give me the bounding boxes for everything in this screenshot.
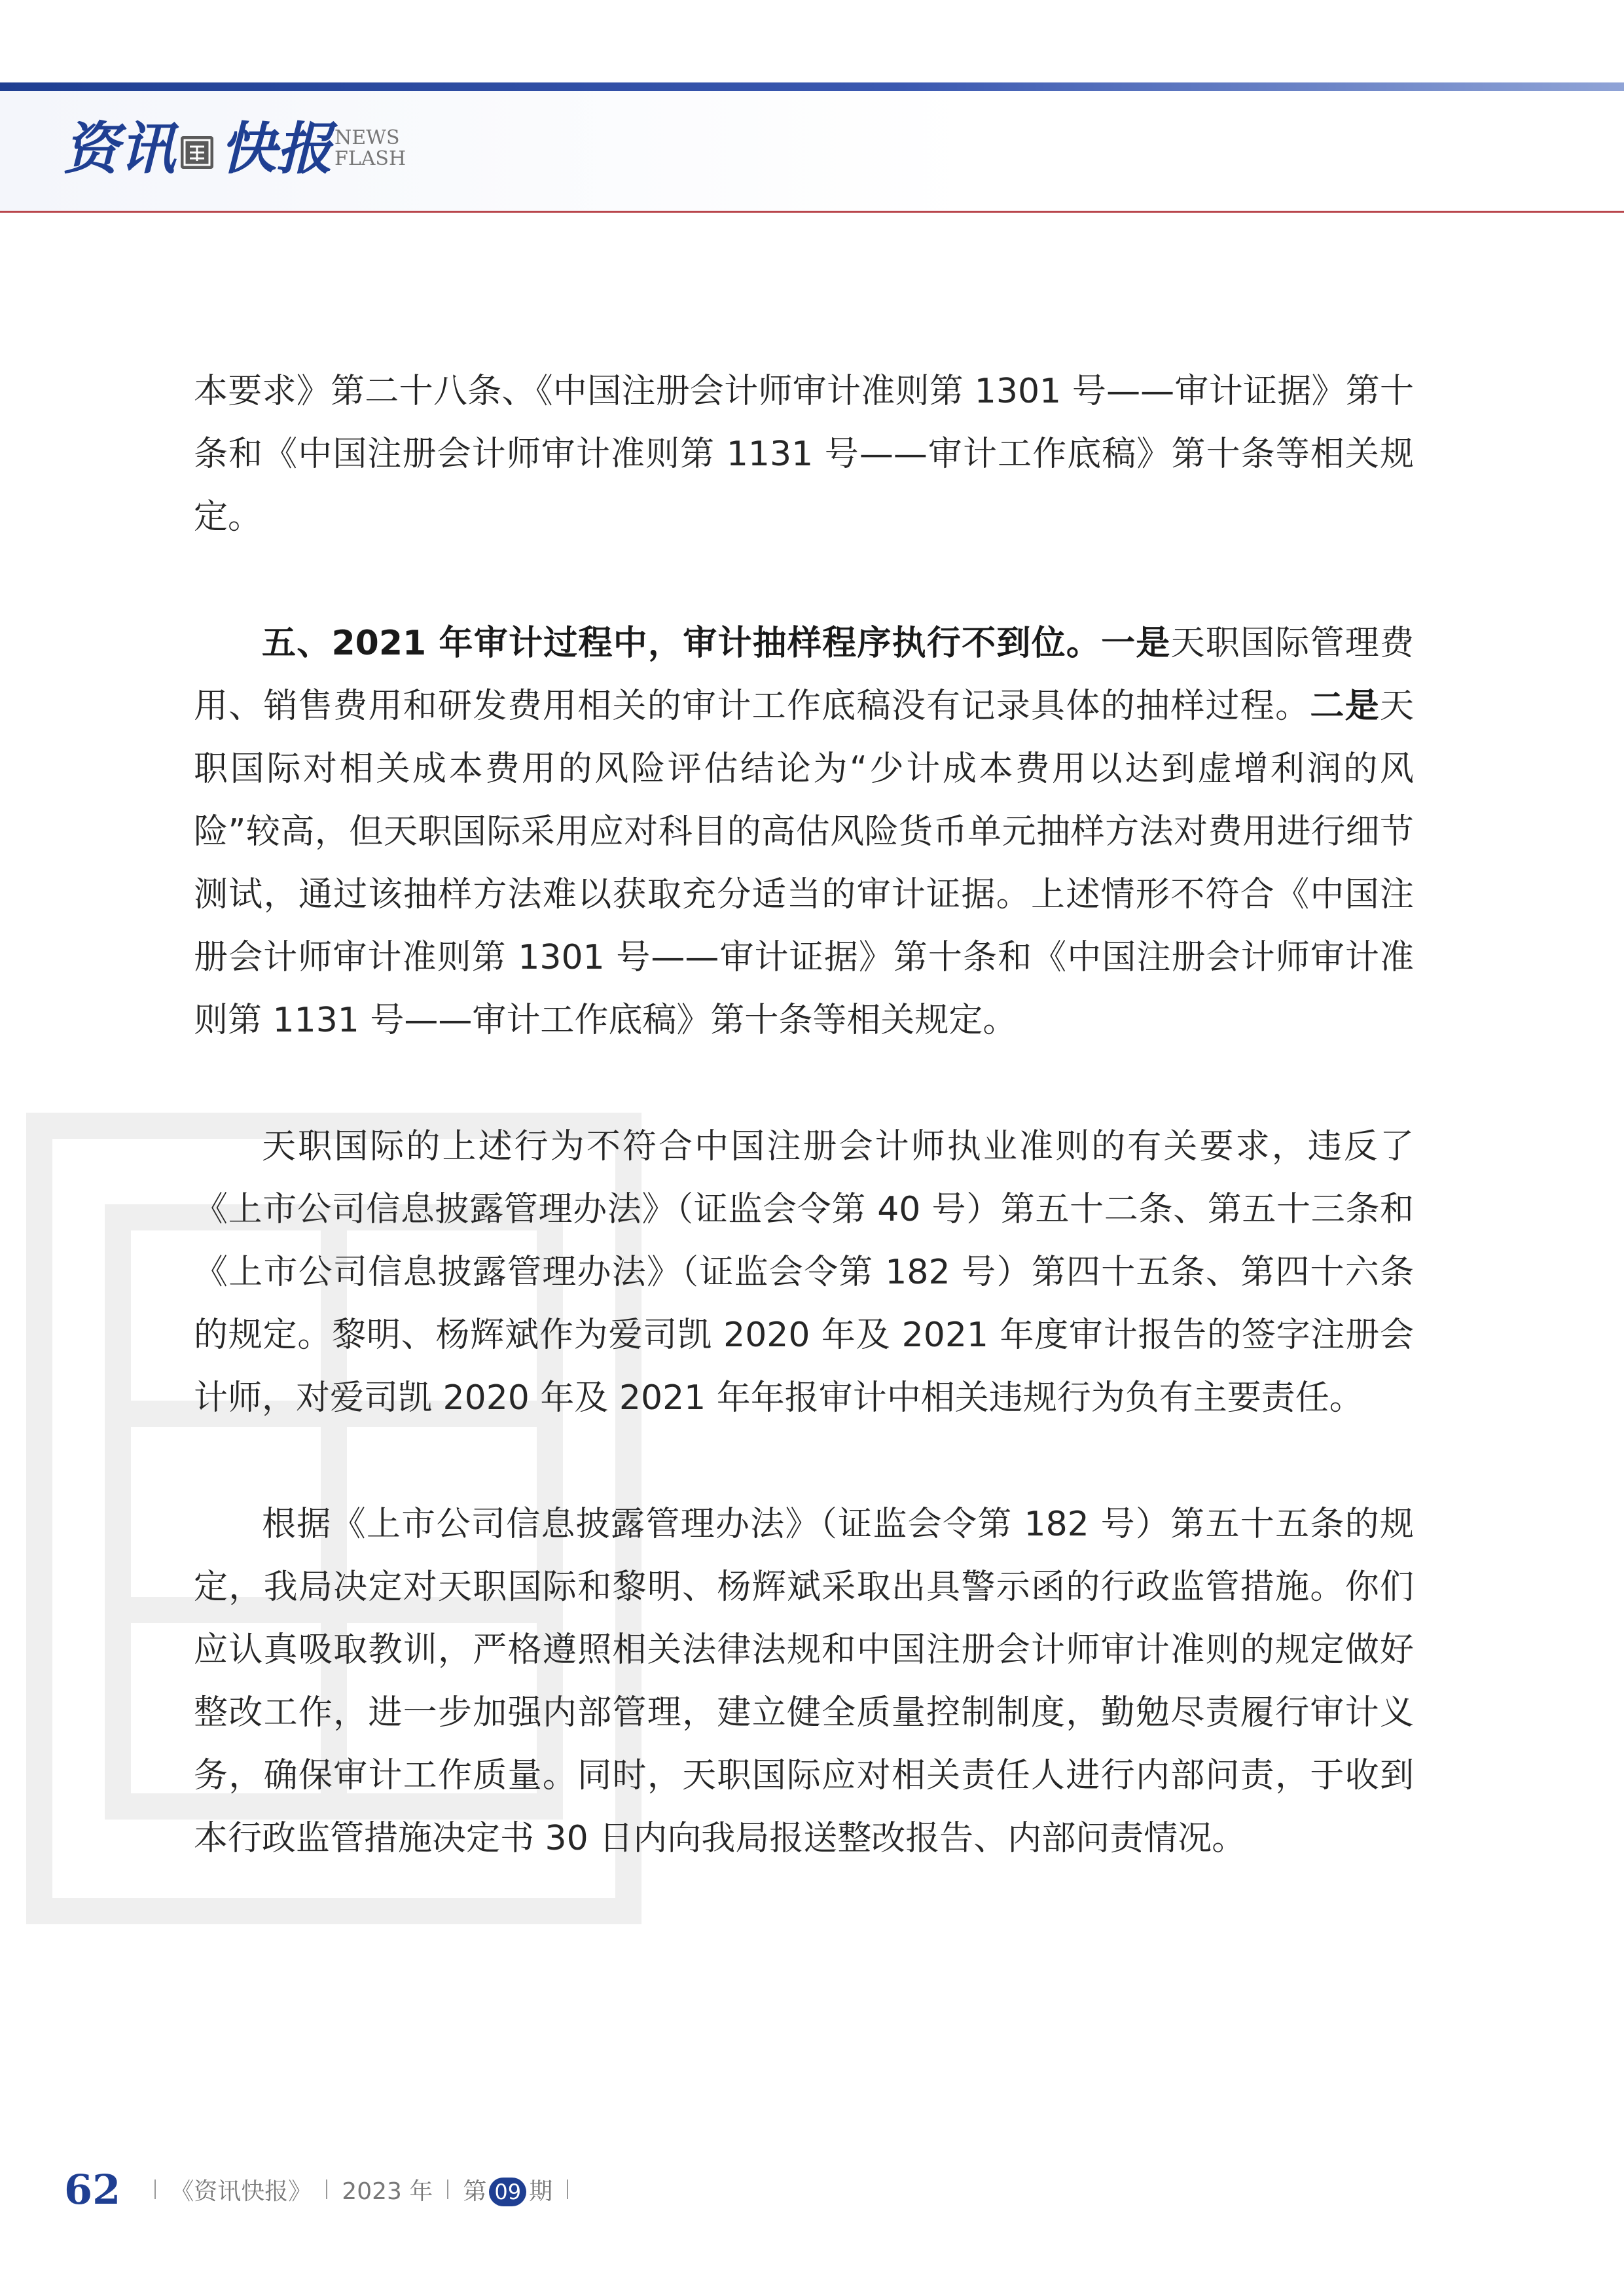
point-two-text: 天职国际对相关成本费用的风险评估结论为“少计成本费用以达到虚增利润的风险”较高，但天职国际采用应对科目的高估风险货币单元抽样方法对费用进行细节测试，通过该抽样方法难以获取充分适当的审计证据。上述情形不符合《中国注册会计师审计准则第 1301 号——审计证据》第十条和《中国注册会计师审计准则第 1131 号——审计工作底稿》第十条等相关规定。 [194,687,1414,1040]
header-divider [0,211,1624,213]
paragraph-2 [194,612,1414,1052]
paragraph-3-text: 天职国际的上述行为不符合中国注册会计师执业准则的有关要求，违反了《上市公司信息披露管理办法》（证监会令第 40 号）第五十二条、第五十三条和《上市公司信息披露管理办法》（证监会令第 182 号）第四十五条、第四十六条的规定。黎明、杨辉斌作为爱司凯 2020 年及 2021 年度审计报告的签字注册会计师，对爱司凯 2020 年及 2021 年年报审计中相关违规行为负有主要责任。 [194,1127,1414,1418]
page-number: 62 [64,2165,121,2214]
section-heading: 五、2021 年审计过程中，审计抽样程序执行不到位。 [262,624,1102,663]
footer-issue-prefix: 第 [463,2178,487,2205]
footer-issue [463,2173,552,2206]
header-top-band [0,82,1624,91]
point-two-lead: 二是 [1310,687,1380,726]
footer-separator [326,2179,327,2199]
paragraph-1-text: 本要求》第二十八条、《中国注册会计师审计准则第 1301 号——审计证据》第十条和《中国注册会计师审计准则第 1131 号——审计工作底稿》第十条等相关规定。 [194,372,1414,537]
brand-english-line1: NEWS [334,126,400,149]
footer-issue-suffix: 期 [529,2178,553,2205]
point-one-lead: 一是 [1101,624,1171,663]
seal-icon [181,136,213,169]
paragraph-4-text: 根据《上市公司信息披露管理办法》（证监会令第 182 号）第五十五条的规定，我局决定对天职国际和黎明、杨辉斌采取出具警示函的行政监管措施。你们应认真吸取教训，严格遵照相关法律法规和中国注册会计师审计准则的规定做好整改工作，进一步加强内部管理，建立健全质量控制制度，勤勉尽责履行审计义务，确保审计工作质量。同时，天职国际应对相关责任人进行内部问责，于收到本行政监管措施决定书 30 日内向我局报送整改报告、内部问责情况。 [194,1505,1414,1858]
brand-english [334,128,413,170]
footer-separator [154,2179,156,2199]
paragraph-3 [194,1115,1414,1429]
footer-year: 2023 年 [342,2178,433,2205]
brand-english-line2: FLASH [334,147,406,170]
paragraph-1 [194,360,1414,548]
footer-separator [567,2179,568,2199]
page-footer [64,2160,583,2219]
article-body [194,360,1414,1870]
brand-title-left: 资讯 [63,116,175,182]
footer-separator [447,2179,448,2199]
footer-issue-number: 09 [489,2178,526,2206]
brand-title-right: 快报 [220,116,333,182]
point-one-text: 天职国际管理费用、销售费用和研发费用相关的审计工作底稿没有记录具体的抽样过程。 [194,624,1414,726]
paragraph-4 [194,1493,1414,1870]
footer-publication: 《资讯快报》 [170,2178,312,2205]
